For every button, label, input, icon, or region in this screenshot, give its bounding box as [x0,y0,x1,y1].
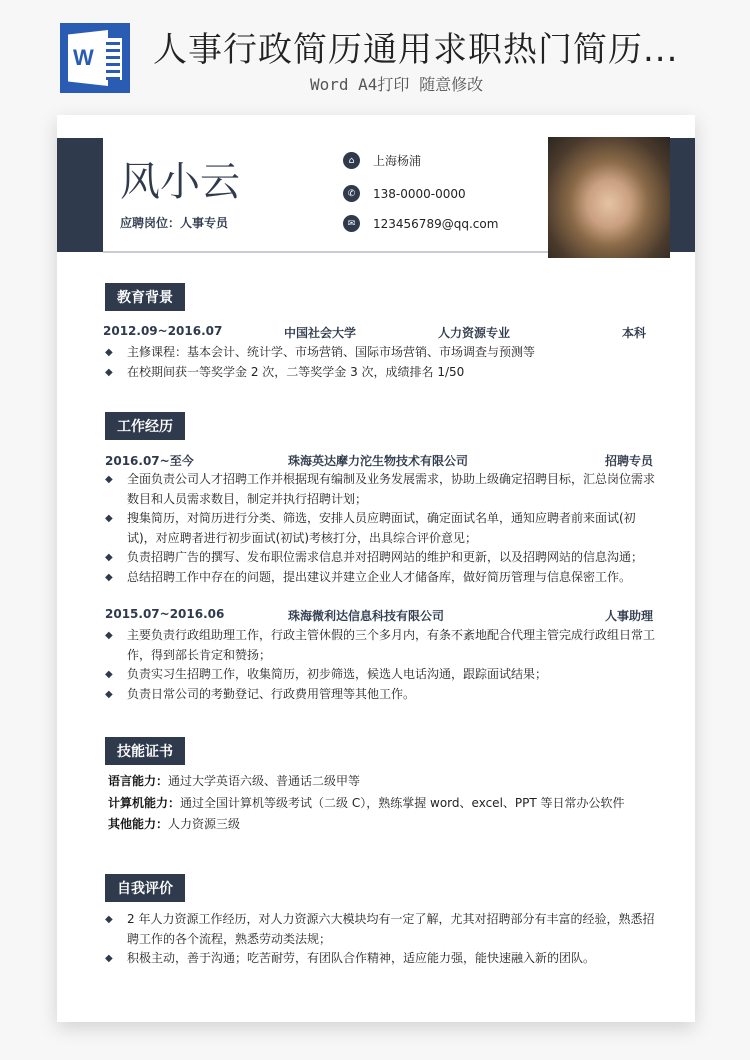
phone-icon: ✆ [343,185,360,202]
word-icon: W [60,23,130,93]
candidate-name: 风小云 [120,159,240,205]
job-bullets: ◆ 全面负责公司人才招聘工作并根据现有编制及业务发展需求，协助上级确定招聘目标，汇总岗位需求数目和人员需求数目，制定并执行招聘计划； ◆ 搜集简历，对简历进行分类、筛选，安排人员应聘面试，确定面试名单，通知应聘者前来面试(初试)，对应聘者进行初步面试(初试)考核打分，出具综合评价意见； ◆ 负责招聘广告的撰写、发布职位需求信息并对招聘网站的维护和更新，以及招聘网站的信息沟通； ◆ 总结招聘工作中存在的问题，提出建议并建立企业人才储备库，做好简历管理与信息保密工作。 [105,470,655,587]
banner-title: 人事行政简历通用求职热门简历... [153,30,679,70]
applied-position: 应聘岗位：人事专员 [120,216,229,230]
skills-list: 语言能力：通过大学英语六级、普通话二级甲等 计算机能力：通过全国计算机等级考试（二级 C），熟练掌握 word、excel、PPT 等日常办公软件 其他能力：人力资源三级 [108,774,625,831]
section-skills: 技能证书 [105,737,185,765]
header-divider [103,251,548,253]
self-bullets: ◆ 2 年人力资源工作经历，对人力资源六大模块均有一定了解，尤其对招聘部分有丰富的经验，熟悉招聘工作的各个流程，熟悉劳动类法规； ◆ 积极主动，善于沟通；吃苦耐劳，有团队合作精神，适应能力强，能快速融入新的团队。 [105,910,655,969]
job-row: 2015.07~2016.06 珠海微利达信息科技有限公司 人事助理 [105,607,653,623]
job-row: 2016.07~至今 珠海英达摩力沱生物技术有限公司 招聘专员 [105,454,653,468]
profile-photo [548,137,670,258]
education-row: 2012.09~2016.07 中国社会大学 人力资源专业 本科 [103,324,646,340]
header-right-bar [670,138,695,252]
banner-subtitle: Word A4打印 随意修改 [310,75,484,94]
contact-email: ✉ 123456789@qq.com [343,215,498,232]
job-bullets: ◆ 主要负责行政组助理工作，行政主管休假的三个多月内，有条不紊地配合代理主管完成行政组日常工作，得到部长肯定和赞扬； ◆ 负责实习生招聘工作，收集简历，初步筛选，候选人电话沟通，跟踪面试结果； ◆ 负责日常公司的考勤登记、行政费用管理等其他工作。 [105,626,655,704]
section-education: 教育背景 [105,283,185,311]
location-pin-icon: ⌂ [343,152,360,169]
education-bullets: ◆ 主修课程：基本会计、统计学、市场营销、国际市场营销、市场调查与预测等 ◆ 在校期间获一等奖学金 2 次，二等奖学金 3 次，成绩排名 1/50 [105,343,655,382]
section-work: 工作经历 [105,412,185,440]
contact-location: ⌂ 上海杨浦 [343,152,421,169]
header-left-bar [57,138,103,252]
contact-phone: ✆ 138-0000-0000 [343,185,466,202]
email-icon: ✉ [343,215,360,232]
section-self-evaluation: 自我评价 [105,874,185,902]
